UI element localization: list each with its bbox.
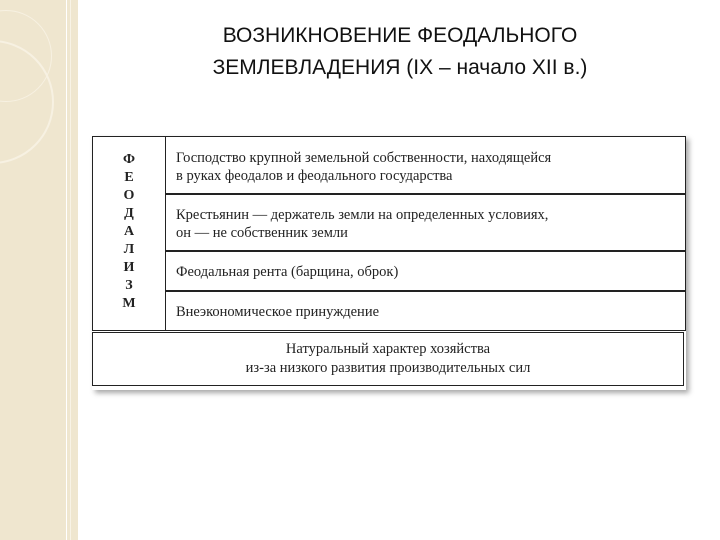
label-letter: М (122, 296, 136, 311)
feature-row (166, 195, 685, 252)
label-letter: Л (123, 242, 135, 257)
feudalism-diagram (92, 136, 686, 390)
label-letter: Ф (122, 152, 136, 167)
label-letter: О (123, 188, 135, 203)
feature-row (166, 292, 685, 330)
feature-row (166, 252, 685, 292)
label-letter: А (123, 224, 135, 239)
economy-character-block (92, 332, 684, 386)
title-line: ЗЕМЛЕВЛАДЕНИЯ (IX – начало XII в.) (212, 56, 588, 79)
feature-text: он — не собственник земли (176, 225, 348, 241)
label-letter: Е (124, 170, 134, 185)
feature-row (166, 137, 685, 195)
feature-text: Господство крупной земельной собственности, находящейся (176, 150, 552, 166)
economy-text: Натуральный характер хозяйства (285, 341, 491, 357)
vertical-letters (93, 151, 165, 313)
feudalism-vertical-label (93, 137, 166, 330)
feature-text: Внеэкономическое принуждение (176, 304, 380, 320)
label-letter: И (123, 260, 135, 275)
feature-text: Крестьянин — держатель земли на определенных условиях, (176, 207, 549, 223)
decorative-side-band (0, 0, 78, 540)
label-letter: Д (124, 206, 134, 221)
feature-rows (166, 137, 685, 330)
decorative-rule (66, 0, 67, 540)
feature-text: в руках феодалов и феодального государства (176, 168, 453, 184)
label-letter: З (125, 278, 133, 293)
feudalism-features-block (92, 136, 686, 331)
decorative-rule (70, 0, 71, 540)
economy-text: из-за низкого развития производительных сил (245, 360, 531, 376)
feature-text: Феодальная рента (барщина, оброк) (176, 264, 399, 280)
slide-title (110, 20, 690, 84)
title-line: ВОЗНИКНОВЕНИЕ ФЕОДАЛЬНОГО (222, 24, 578, 47)
